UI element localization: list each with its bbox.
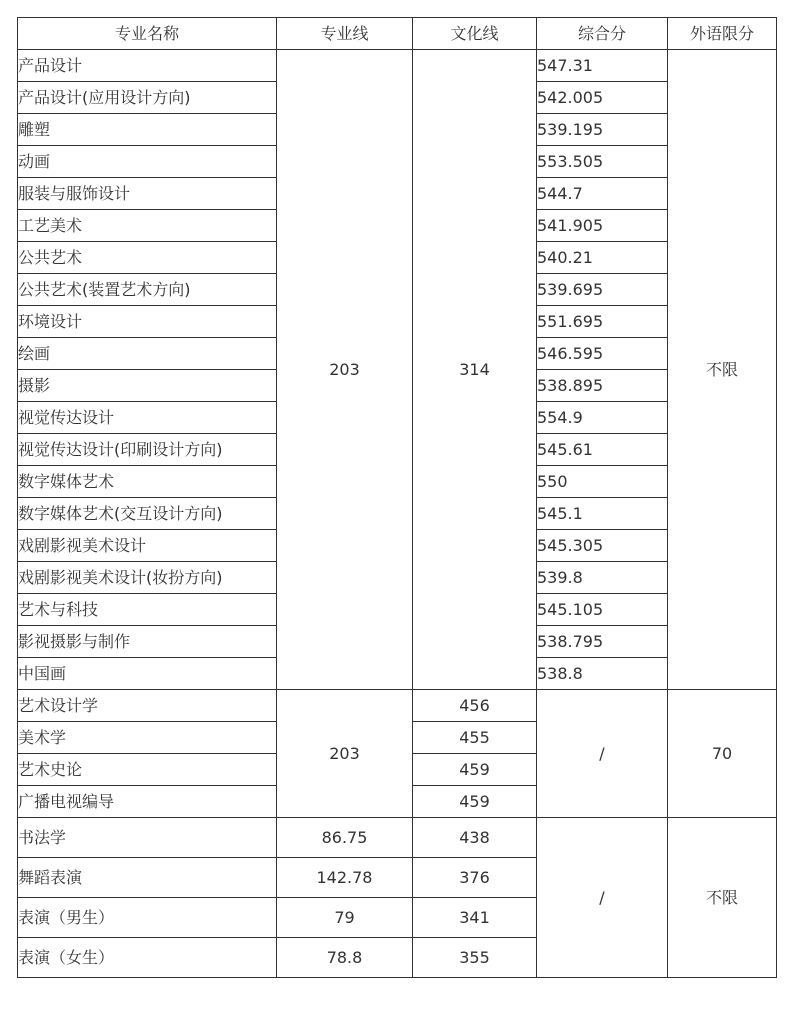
major-name-cell: 影视摄影与制作 [18,626,277,658]
admission-score-table [17,17,777,978]
score-table-container [17,17,777,978]
major-name-cell: 工艺美术 [18,210,277,242]
major-name-cell: 公共艺术 [18,242,277,274]
major-line-cell: 86.75 [277,818,413,858]
major-name-cell: 美术学 [18,722,277,754]
major-name-cell: 戏剧影视美术设计(妆扮方向) [18,562,277,594]
culture-line-cell: 376 [413,858,537,898]
total-score-cell: 539.8 [537,562,668,594]
major-name-cell: 书法学 [18,818,277,858]
header-total-score: 综合分 [537,18,668,50]
major-name-cell: 数字媒体艺术 [18,466,277,498]
major-line-cell: 79 [277,898,413,938]
major-line-cell: 203 [277,690,413,818]
table-body [18,50,777,978]
total-score-cell: 542.005 [537,82,668,114]
total-score-cell: 546.595 [537,338,668,370]
major-name-cell: 中国画 [18,658,277,690]
major-name-cell: 产品设计(应用设计方向) [18,82,277,114]
total-score-cell: 538.8 [537,658,668,690]
major-name-cell: 环境设计 [18,306,277,338]
total-score-cell: 539.195 [537,114,668,146]
major-name-cell: 视觉传达设计(印刷设计方向) [18,434,277,466]
total-score-cell: 553.505 [537,146,668,178]
major-name-cell: 雕塑 [18,114,277,146]
major-name-cell: 摄影 [18,370,277,402]
major-name-cell: 艺术与科技 [18,594,277,626]
total-score-cell: 554.9 [537,402,668,434]
total-score-cell: 545.105 [537,594,668,626]
major-line-cell: 78.8 [277,938,413,978]
total-score-cell: 540.21 [537,242,668,274]
total-score-cell: 545.61 [537,434,668,466]
total-score-cell: 538.795 [537,626,668,658]
culture-line-cell: 459 [413,754,537,786]
header-row [18,18,777,50]
total-score-cell: 545.305 [537,530,668,562]
table-row [18,50,777,82]
major-name-cell: 绘画 [18,338,277,370]
header-culture-line: 文化线 [413,18,537,50]
culture-line-cell: 456 [413,690,537,722]
total-score-cell: 539.695 [537,274,668,306]
major-line-cell: 203 [277,50,413,690]
major-name-cell: 公共艺术(装置艺术方向) [18,274,277,306]
total-score-cell: 550 [537,466,668,498]
major-name-cell: 艺术设计学 [18,690,277,722]
culture-line-cell: 355 [413,938,537,978]
table-row [18,818,777,858]
culture-line-cell: 459 [413,786,537,818]
major-line-cell: 142.78 [277,858,413,898]
major-name-cell: 产品设计 [18,50,277,82]
total-score-cell: / [537,818,668,978]
major-name-cell: 广播电视编导 [18,786,277,818]
major-name-cell: 数字媒体艺术(交互设计方向) [18,498,277,530]
major-name-cell: 表演（男生） [18,898,277,938]
major-name-cell: 戏剧影视美术设计 [18,530,277,562]
total-score-cell: / [537,690,668,818]
culture-line-cell: 455 [413,722,537,754]
major-name-cell: 舞蹈表演 [18,858,277,898]
culture-line-cell: 341 [413,898,537,938]
total-score-cell: 544.7 [537,178,668,210]
header-major-line: 专业线 [277,18,413,50]
major-name-cell: 动画 [18,146,277,178]
header-language-limit: 外语限分 [668,18,777,50]
total-score-cell: 547.31 [537,50,668,82]
language-limit-cell: 70 [668,690,777,818]
major-name-cell: 服装与服饰设计 [18,178,277,210]
language-limit-cell: 不限 [668,818,777,978]
total-score-cell: 551.695 [537,306,668,338]
total-score-cell: 541.905 [537,210,668,242]
total-score-cell: 545.1 [537,498,668,530]
language-limit-cell: 不限 [668,50,777,690]
culture-line-cell: 314 [413,50,537,690]
total-score-cell: 538.895 [537,370,668,402]
major-name-cell: 艺术史论 [18,754,277,786]
culture-line-cell: 438 [413,818,537,858]
major-name-cell: 表演（女生） [18,938,277,978]
header-major-name: 专业名称 [18,18,277,50]
major-name-cell: 视觉传达设计 [18,402,277,434]
table-row [18,690,777,722]
